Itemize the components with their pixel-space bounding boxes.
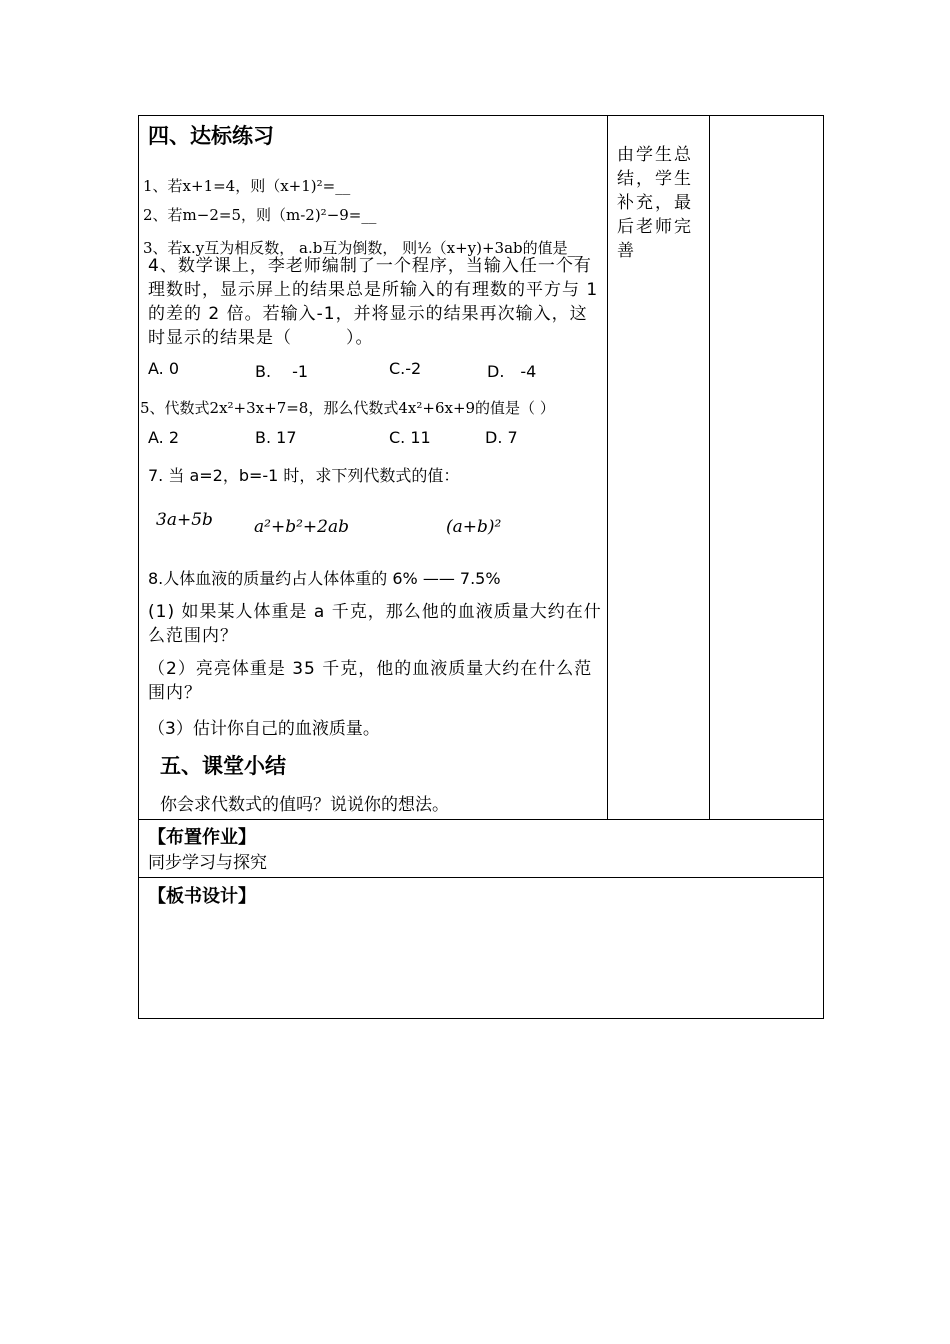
q4-option-d: D. -4	[487, 362, 537, 381]
column-divider	[607, 115, 608, 820]
question-7: 7. 当 a=2，b=-1 时，求下列代数式的值：	[148, 466, 460, 485]
q4-option-a: A. 0	[148, 359, 180, 378]
question-8-1: (1) 如果某人体重是 a 千克，那么他的血液质量大约在什么范围内？	[148, 602, 602, 646]
question-5: 5、代数式2x²+3x+7=8，那么代数式4x²+6x+9的值是（ ）	[140, 399, 555, 417]
section5-text: 你会求代数式的值吗？说说你的想法。	[160, 795, 449, 815]
side-note: 由学生总结，学生补充，最后老师完善	[617, 145, 693, 261]
table-border	[138, 1018, 824, 1019]
expression-1: 3a+5b	[156, 510, 213, 530]
table-border	[823, 115, 824, 1019]
q4-option-c: C.-2	[389, 359, 422, 378]
question-2: 2、若m−2=5，则（m-2)²−9=__	[143, 206, 377, 224]
section5-title: 五、课堂小结	[160, 754, 286, 778]
homework-text: 同步学习与探究	[148, 853, 267, 873]
question-3: 3、若x.y互为相反数， a.b互为倒数， 则½（x+y)+3ab的值是__	[143, 239, 583, 257]
question-8-3: （3）估计你自己的血液质量。	[148, 719, 380, 739]
row-divider	[138, 819, 824, 820]
board-design-title: 【板书设计】	[148, 886, 256, 907]
homework-title: 【布置作业】	[148, 827, 256, 848]
q5-option-d: D. 7	[485, 428, 518, 447]
expression-2: a²+b²+2ab	[254, 517, 349, 537]
table-border	[138, 115, 824, 116]
column-divider	[709, 115, 710, 820]
q5-option-b: B. 17	[255, 428, 297, 447]
section4-title: 四、达标练习	[148, 124, 274, 148]
question-4: 4、数学课上，李老师编制了一个程序，当输入任一个有理数时，显示屏上的结果总是所输入的有理数的平方与 1 的差的 2 倍。若输入-1，并将显示的结果再次输入，这时显示的结果是（ ）。	[148, 256, 599, 348]
table-border	[138, 115, 139, 1019]
question-8-2: （2）亮亮体重是 35 千克，他的血液质量大约在什么范围内？	[148, 659, 593, 703]
q4-option-b: B. -1	[255, 362, 309, 381]
expression-3: (a+b)²	[446, 517, 502, 537]
q5-option-c: C. 11	[389, 428, 431, 447]
question-8: 8.人体血液的质量约占人体体重的 6% —— 7.5%	[148, 569, 501, 588]
q5-option-a: A. 2	[148, 428, 180, 447]
question-1: 1、若x+1=4，则（x+1)²=__	[143, 177, 351, 195]
row-divider	[138, 877, 824, 878]
